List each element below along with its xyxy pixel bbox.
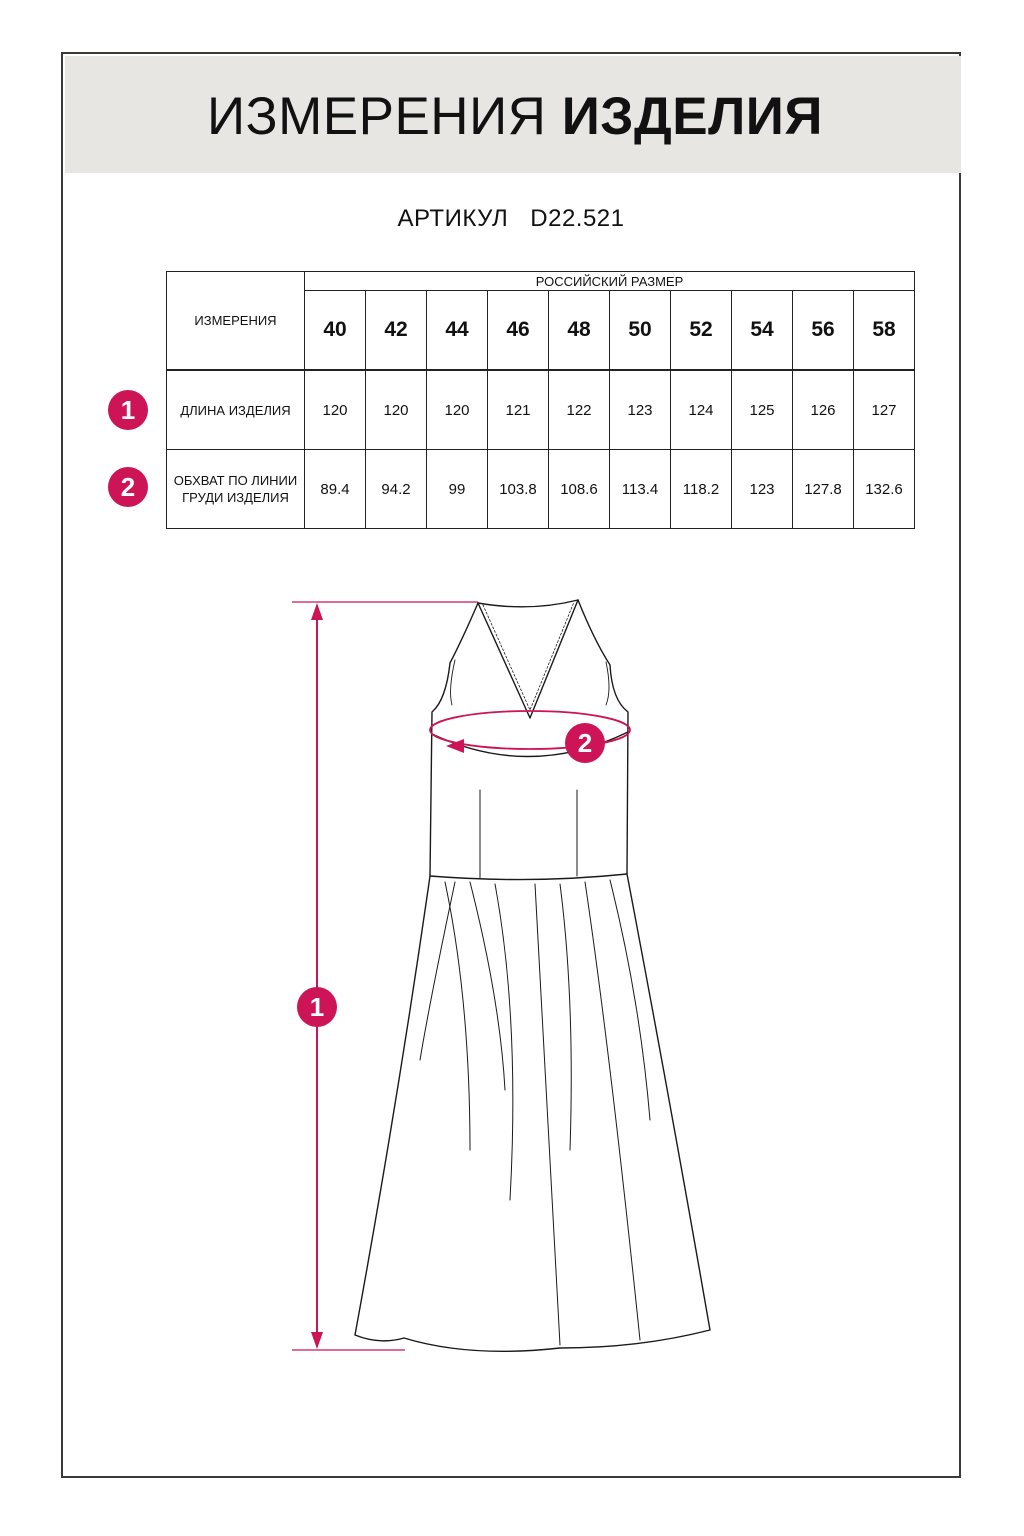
size-header: 58 bbox=[854, 291, 915, 371]
size-header: 40 bbox=[305, 291, 366, 371]
table-cell: 123 bbox=[732, 450, 793, 529]
row-label-length: ДЛИНА ИЗДЕЛИЯ bbox=[167, 370, 305, 450]
size-header: 46 bbox=[488, 291, 549, 371]
table-cell: 118.2 bbox=[671, 450, 732, 529]
table-cell: 125 bbox=[732, 370, 793, 450]
bust-marker: 2 bbox=[565, 723, 605, 763]
article-code: D22.521 bbox=[530, 205, 625, 232]
size-header: 42 bbox=[366, 291, 427, 371]
measurements-header: ИЗМЕРЕНИЯ bbox=[167, 272, 305, 371]
table-cell: 127.8 bbox=[793, 450, 854, 529]
table-cell: 132.6 bbox=[854, 450, 915, 529]
page-title-light: ИЗМЕРЕНИЯ bbox=[207, 87, 547, 146]
row-marker-length: 1 bbox=[108, 390, 148, 430]
table-cell: 126 bbox=[793, 370, 854, 450]
dress-outline bbox=[355, 600, 710, 1351]
table-cell: 108.6 bbox=[549, 450, 610, 529]
table-cell: 120 bbox=[427, 370, 488, 450]
length-marker: 1 bbox=[297, 987, 337, 1027]
table-cell: 127 bbox=[854, 370, 915, 450]
size-header: 52 bbox=[671, 291, 732, 371]
table-cell: 99 bbox=[427, 450, 488, 529]
table-cell: 103.8 bbox=[488, 450, 549, 529]
size-header: 48 bbox=[549, 291, 610, 371]
article-label: АРТИКУЛ bbox=[397, 205, 509, 232]
table-cell: 120 bbox=[305, 370, 366, 450]
page-title-bold: ИЗДЕЛИЯ bbox=[561, 87, 823, 146]
row-label-bust: ОБХВАТ ПО ЛИНИИ ГРУДИ ИЗДЕЛИЯ bbox=[167, 450, 305, 529]
size-header: 54 bbox=[732, 291, 793, 371]
table-cell: 113.4 bbox=[610, 450, 671, 529]
size-header: 50 bbox=[610, 291, 671, 371]
size-header: 44 bbox=[427, 291, 488, 371]
table-cell: 121 bbox=[488, 370, 549, 450]
table-cell: 120 bbox=[366, 370, 427, 450]
table-cell: 124 bbox=[671, 370, 732, 450]
table-cell: 122 bbox=[549, 370, 610, 450]
row-marker-bust: 2 bbox=[108, 467, 148, 507]
table-cell: 89.4 bbox=[305, 450, 366, 529]
table-cell: 123 bbox=[610, 370, 671, 450]
size-group-header: РОССИЙСКИЙ РАЗМЕР bbox=[305, 272, 915, 291]
length-measure-line bbox=[292, 602, 478, 1350]
size-header: 56 bbox=[793, 291, 854, 371]
table-cell: 94.2 bbox=[366, 450, 427, 529]
